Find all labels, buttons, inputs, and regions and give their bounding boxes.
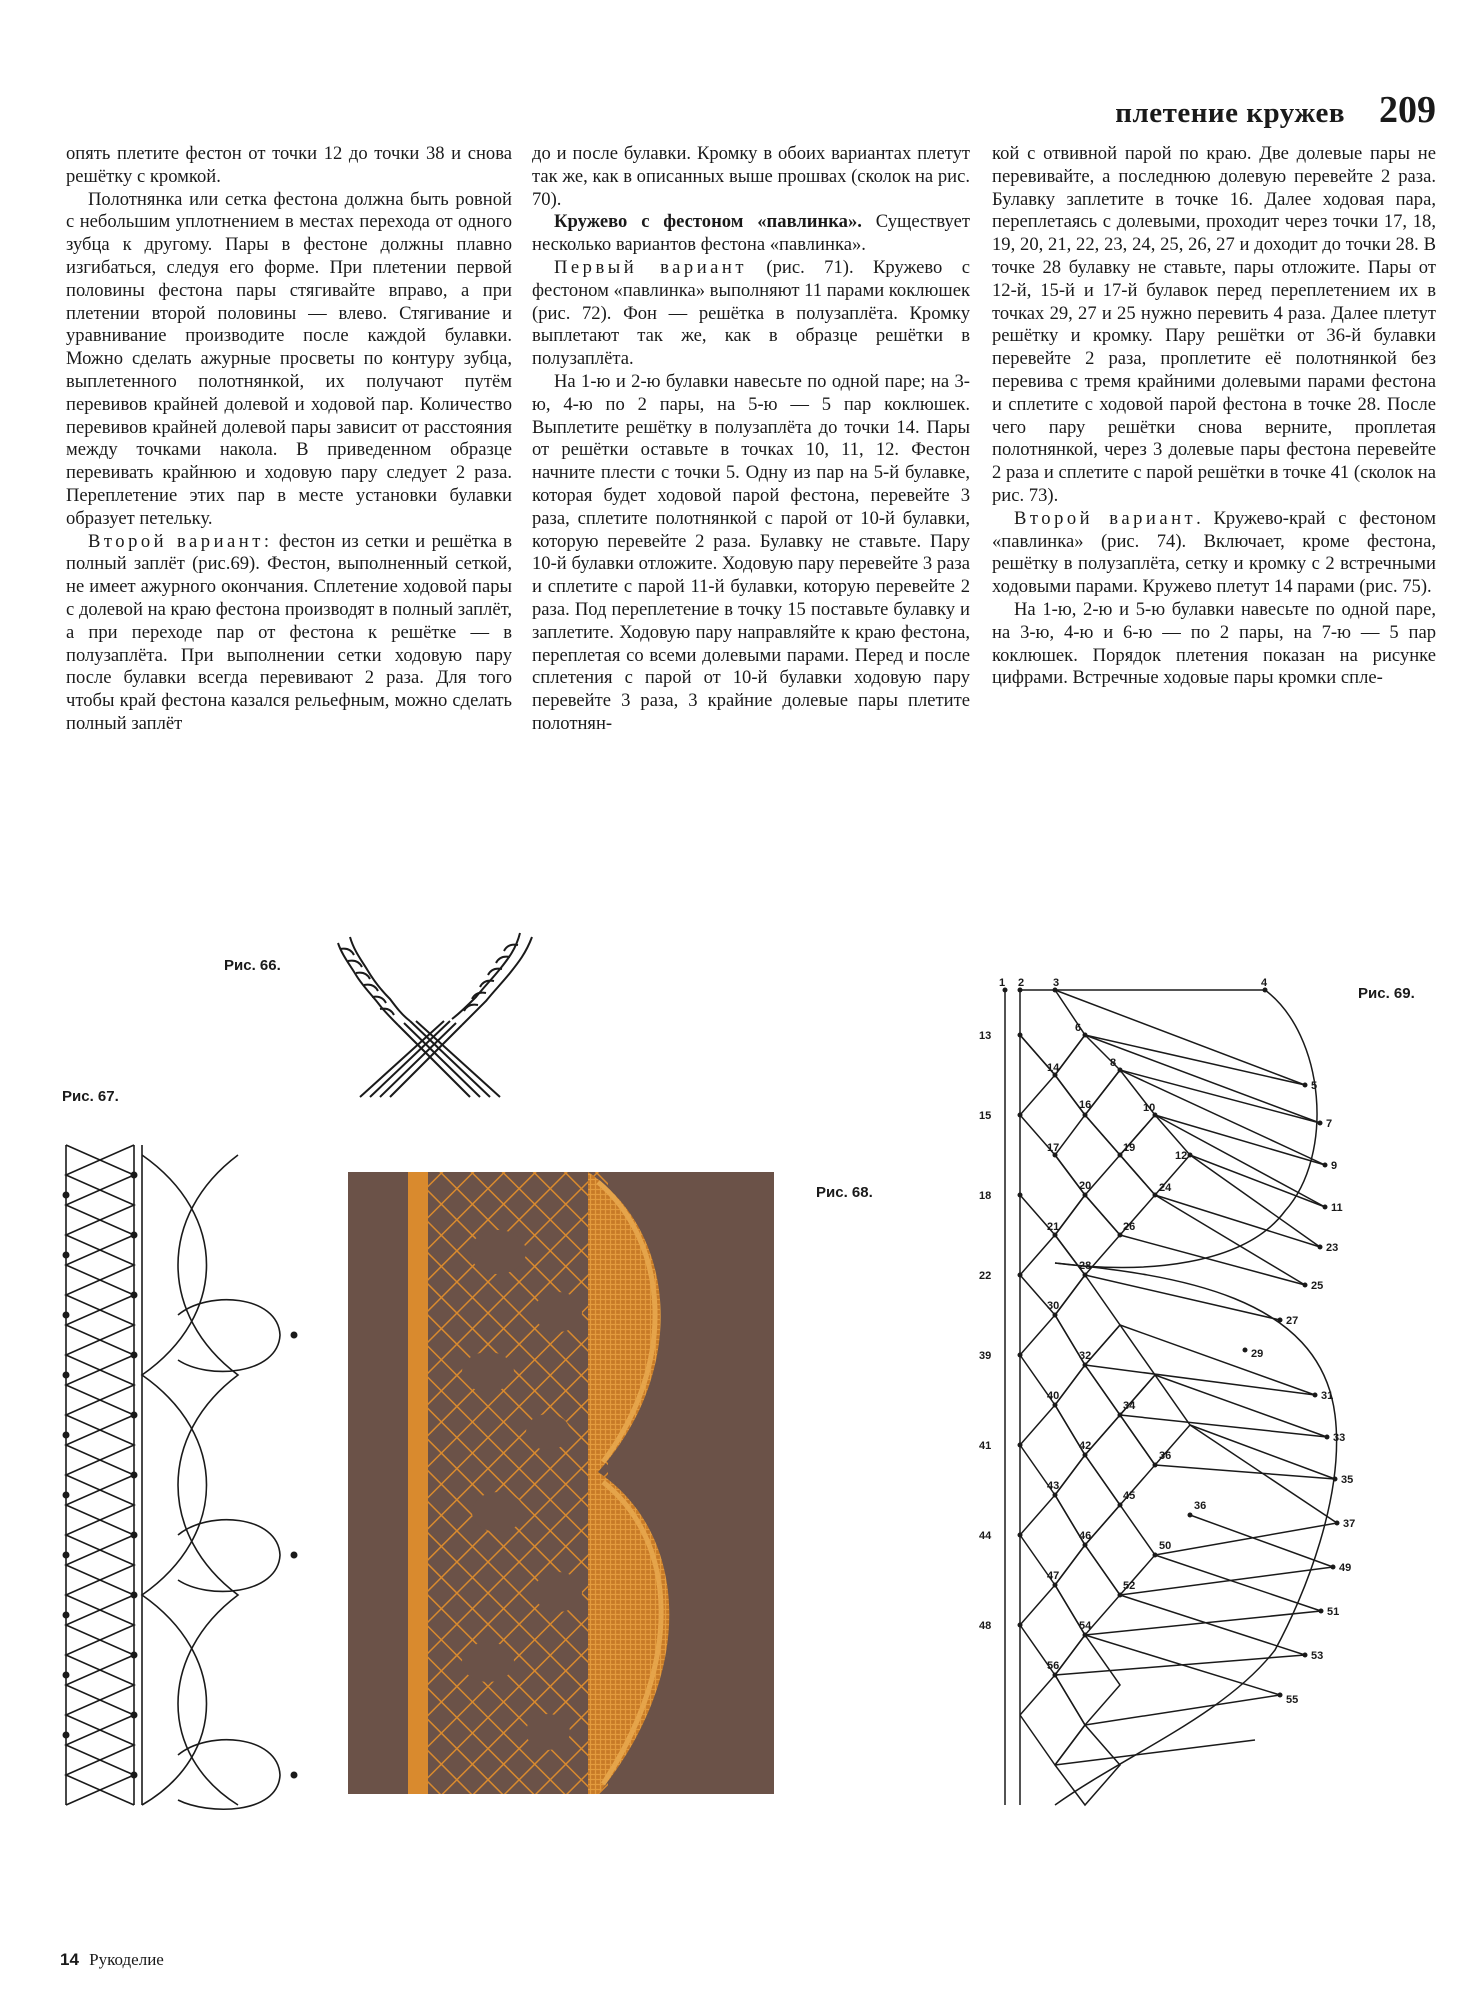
figure-68-lace-photo bbox=[348, 1172, 774, 1794]
text-column-1 bbox=[66, 143, 512, 736]
paragraph: кой с отвивной парой по краю. Две долевые пары не перевивайте, а последнюю долевую перевейте 2 раза. Булавку заплетите в точке 16. Далее ходовая пара, переплетаясь с долевыми, проходит через точки 17, 18, 19, 20, 21, 22, 23, 24, 25, 26, 27 и доходит до точки 28. В точке 28 булавку не ставьте, пары отложите. Пары от 12-й, 15-й и 17-й булавок перед переплетением их в точках 29, 27 и 25 нужно перевить 4 раза. Далее плетут решётку и кромку. Пару решётки от 36-й булавки перевейте 2 раза, проплетите её полотнянкой без перевива с тремя крайними долевыми парами фестона и сплетите с ходовой парой фестона в точке 28. После чего пару решётки снова верните, проплетая полотнянкой, через 3 долевые пары фестона перевейте 2 раза и сплетите с парой решётки в точке 41 (сколок на рис. 73). bbox=[992, 143, 1436, 506]
pin-label: 27 bbox=[1286, 1315, 1299, 1327]
section-heading: Кружево с фестоном «павлинка». bbox=[554, 211, 862, 233]
pin-label: 21 bbox=[1047, 1221, 1060, 1233]
pin-label: 39 bbox=[979, 1350, 992, 1362]
pin-label: 52 bbox=[1123, 1580, 1136, 1592]
paragraph bbox=[992, 508, 1436, 599]
pin-label: 24 bbox=[1159, 1182, 1172, 1194]
text-column-2 bbox=[532, 143, 970, 736]
pin-label: 1 bbox=[999, 977, 1006, 989]
pin-label: 33 bbox=[1333, 1432, 1346, 1444]
paragraph-text: фестон из сетки и решётка в полный заплёт (рис.69). Фестон, выполненный сеткой, не имеет ажурного окончания. Сплетение ходовой пары с долевой на краю фестона производят в полный заплёт, а при переходе пар от фестона к решётке — в полузаплёта. При выполнении сетки ходовую пару после булавки всегда перевивают 2 раза. Для того чтобы край фестона казался рельефным, можно сделать полный заплёт bbox=[66, 530, 512, 734]
pin-label: 25 bbox=[1311, 1280, 1324, 1292]
pin-label: 26 bbox=[1123, 1221, 1136, 1233]
page-header bbox=[1115, 88, 1436, 132]
pin-label: 54 bbox=[1079, 1620, 1092, 1632]
pin-label: 5 bbox=[1311, 1080, 1318, 1092]
pin-label: 29 bbox=[1251, 1348, 1264, 1360]
section-title: плетение кружев bbox=[1115, 97, 1345, 129]
pin-label: 41 bbox=[979, 1440, 992, 1452]
pin-label: 19 bbox=[1123, 1142, 1136, 1154]
figure-67-caption: Рис. 67. bbox=[62, 1088, 119, 1105]
pin-label: 18 bbox=[979, 1190, 992, 1202]
pin-label: 9 bbox=[1331, 1160, 1338, 1172]
paragraph-text: (рис. 71). Кружево с фестоном «павлинка» выполняют 11 парами коклюшек (рис. 72). Фон — решётка в полузаплёта. Кромку выплетают так же, как в образце решётки в полузаплёта. bbox=[532, 256, 971, 370]
paragraph: до и после булавки. Кромку в обоих вариантах плетут так же, как в описанных выше прошвах (сколок на рис. 70). bbox=[532, 143, 970, 210]
figure-67-pricking-diagram bbox=[58, 1135, 308, 1815]
figure-69-caption: Рис. 69. bbox=[1358, 985, 1415, 1002]
paragraph bbox=[532, 211, 970, 257]
pin-label: 32 bbox=[1079, 1350, 1092, 1362]
pin-label: 48 bbox=[979, 1620, 992, 1632]
pin-label: 15 bbox=[979, 1110, 992, 1122]
pin-label: 37 bbox=[1343, 1518, 1356, 1530]
figure-66-caption: Рис. 66. bbox=[224, 957, 281, 974]
variant-heading: Первый вариант bbox=[554, 256, 747, 278]
page-footer bbox=[60, 1950, 164, 1970]
pin-label: 28 bbox=[1079, 1260, 1092, 1272]
figure-68-caption: Рис. 68. bbox=[816, 1184, 873, 1201]
pin-label: 35 bbox=[1341, 1474, 1354, 1486]
pin-label: 46 bbox=[1079, 1530, 1092, 1542]
pin-label: 42 bbox=[1079, 1440, 1092, 1452]
pin-label: 51 bbox=[1327, 1606, 1340, 1618]
magazine-name: Рукоделие bbox=[89, 1950, 164, 1969]
pin-label: 50 bbox=[1159, 1540, 1172, 1552]
pin-label: 20 bbox=[1079, 1180, 1092, 1192]
figure-69-pricking-diagram bbox=[975, 975, 1435, 1815]
pin-label: 12 bbox=[1175, 1150, 1188, 1162]
pin-label: 22 bbox=[979, 1270, 992, 1282]
footer-page-number: 14 bbox=[60, 1950, 79, 1969]
pin-label: 56 bbox=[1047, 1660, 1060, 1672]
page-number: 209 bbox=[1379, 89, 1436, 131]
pin-label: 36 bbox=[1194, 1500, 1207, 1512]
variant-heading: Второй вариант: bbox=[88, 530, 273, 552]
paragraph: опять плетите фестон от точки 12 до точки 38 и снова решётку с кромкой. bbox=[66, 143, 512, 187]
pin-label: 49 bbox=[1339, 1562, 1352, 1574]
paragraph-text: Существует несколько вариантов фестона «павлинка». bbox=[532, 211, 970, 256]
pin-label: 34 bbox=[1123, 1400, 1136, 1412]
pin-label: 17 bbox=[1047, 1142, 1060, 1154]
lace-pattern-illustration bbox=[348, 1172, 774, 1794]
pin-label: 4 bbox=[1261, 977, 1268, 989]
figure-66-braid-illustration bbox=[320, 925, 550, 1100]
pin-label: 30 bbox=[1047, 1300, 1060, 1312]
pin-label: 53 bbox=[1311, 1650, 1324, 1662]
pin-label: 10 bbox=[1143, 1102, 1156, 1114]
paragraph: На 1-ю и 2-ю булавки навесьте по одной паре; на 3-ю, 4-ю по 2 пары, на 5-ю — 5 пар коклюшек. Выплетите решётку в полузаплёта до точки 14. Пары от решётки оставьте в точках 10, 11, 12. Фестон начните плести с точки 5. Одну из пар на 5-й булавке, которая будет ходовой парой фестона, перевейте 3 раза, сплетите полотнянкой с парой от 10-й булавки, которую перевейте 2 раза. Булавку не ставьте. Пару 10-й булавки отложите. Ходовую пару перевейте 3 раза и сплетите с парой 11-й булавки, которую перевейте 2 раза. Под переплетение в точку 15 поставьте булавку и заплетите. Ходовую пару направляйте к краю фестона, переплетая со всеми долевыми парами. Перед и после сплетения с парой от 10-й булавки ходовую пару перевейте 3 раза, 3 крайние долевые пары плетите полотнян- bbox=[532, 370, 970, 734]
pin-label: 14 bbox=[1047, 1062, 1060, 1074]
pin-label: 55 bbox=[1286, 1694, 1299, 1706]
pin-label: 40 bbox=[1047, 1390, 1060, 1402]
pin-label: 8 bbox=[1110, 1057, 1117, 1069]
pin-label: 43 bbox=[1047, 1480, 1060, 1492]
pin-label: 47 bbox=[1047, 1570, 1060, 1582]
pin-label: 16 bbox=[1079, 1099, 1092, 1111]
pin-label: 45 bbox=[1123, 1490, 1136, 1502]
pin-label: 6 bbox=[1075, 1022, 1082, 1034]
pin-label: 11 bbox=[1331, 1202, 1343, 1214]
pin-label: 36 bbox=[1159, 1450, 1172, 1462]
text-column-3 bbox=[992, 143, 1436, 690]
paragraph: Полотнянка или сетка фестона должна быть ровной с небольшим уплотнением в местах перехода от одного зубца к другому. Пары в фестоне должны плавно изгибаться, следуя его форме. При плетении первой половины фестона пары стягивайте вправо, а при плетении второй половины — влево. Стягивание и уравнивание производите после каждой булавки. Можно сделать ажурные просветы по контуру зубца, выплетенного полотнянкой, их получают путём перевивов крайней долевой и ходовой пар. Количество перевивов крайней долевой пары зависит от расстояния между точками накола. В приведенном образце перевивать крайнюю и ходовую пару следует 2 раза. Переплетение этих пар в месте установки булавки образует петельку. bbox=[66, 188, 512, 529]
pin-label: 44 bbox=[979, 1530, 992, 1542]
pin-label: 31 bbox=[1321, 1390, 1334, 1402]
paragraph bbox=[532, 257, 970, 371]
paragraph: На 1-ю, 2-ю и 5-ю булавки навесьте по одной паре, на 3-ю, 4-ю и 6-ю — по 2 пары, на 7-ю — 5 пар коклюшек. Порядок плетения показан на рисунке цифрами. Встречные ходовые пары кромки спле- bbox=[992, 598, 1436, 689]
pin-label: 23 bbox=[1326, 1242, 1339, 1254]
pin-label: 13 bbox=[979, 1030, 992, 1042]
pin-label: 7 bbox=[1326, 1118, 1333, 1130]
paragraph-text: . Кружево-край с фестоном «павлинка» (рис. 74). Включает, кроме фестона, решётку в полузаплёта, сетку и кромку с 2 встречными ходовыми парами. Кружево плетут 14 парами (рис. 75). bbox=[992, 507, 1436, 598]
paragraph bbox=[66, 531, 512, 736]
pin-label: 3 bbox=[1053, 977, 1060, 989]
pin-label: 2 bbox=[1018, 977, 1025, 989]
variant-heading: Второй вариант bbox=[1014, 507, 1197, 529]
